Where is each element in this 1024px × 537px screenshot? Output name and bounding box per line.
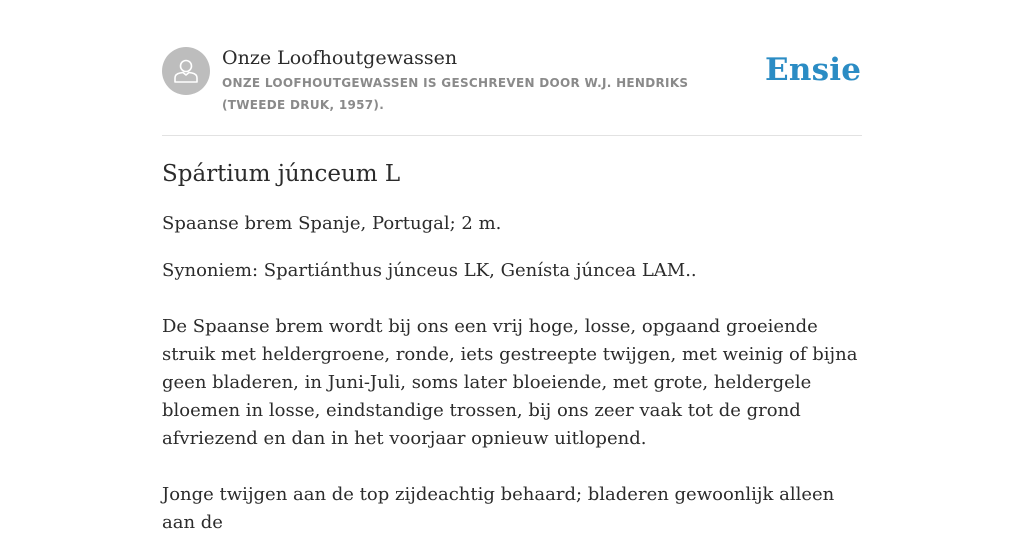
entry-content [162, 158, 862, 537]
book-subtitle: ONZE LOOFHOUTGEWASSEN IS GESCHREVEN DOOR W.J. HENDRIKS (TWEEDE DRUK, 1957). [222, 76, 689, 112]
entry-title: Spártium júnceum L [162, 161, 401, 187]
entry-paragraph-description: De Spaanse brem wordt bij ons een vrij hoge, losse, opgaand groeiende struik met heldergroene, ronde, iets gestreepte twijgen, met weinig of bijna geen bladeren, in Juni-Juli, soms later bloeiende, met grote, heldergele bloemen in losse, eindstandige trossen, bij ons zeer vaak tot de grond afvriezend en dan in het voorjaar opnieuw uitlopend. [162, 316, 858, 449]
article-page [162, 0, 862, 533]
avatar[interactable] [162, 47, 210, 95]
entry-paragraph-details: Jonge twijgen aan de top zijdeachtig behaard; bladeren gewoonlijk alleen aan de [162, 484, 835, 533]
ensie-logo[interactable]: Ensie [765, 52, 862, 88]
entry-paragraph-synonym: Synoniem: Spartiánthus júnceus LK, Genísta júncea LAM.. [162, 260, 697, 281]
book-header [162, 46, 862, 116]
book-title[interactable]: Onze Loofhoutgewassen [222, 47, 458, 69]
entry-paragraph-common-name: Spaanse brem Spanje, Portugal; 2 m. [162, 213, 502, 234]
header-divider [162, 135, 862, 136]
user-icon [162, 47, 210, 95]
